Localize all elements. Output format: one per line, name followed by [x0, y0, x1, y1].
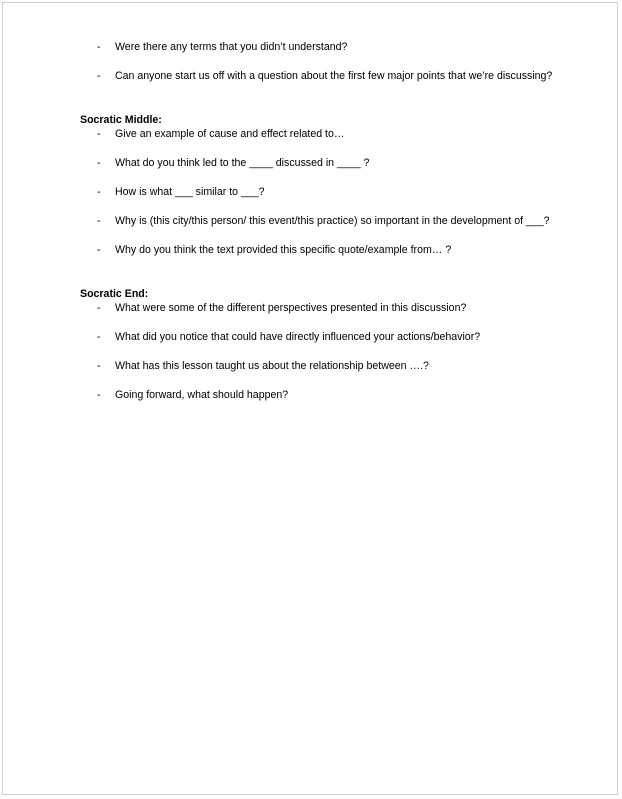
bullet-dash: - — [97, 360, 101, 372]
list-item-text: Give an example of cause and effect related to… — [115, 128, 345, 140]
list-item-text: Can anyone start us off with a question about the first few major points that we’re discussing? — [115, 70, 553, 82]
list-item — [3, 359, 617, 374]
document-page — [2, 2, 618, 795]
bullet-dash: - — [97, 244, 101, 256]
bullet-dash: - — [97, 389, 101, 401]
list-item-text: What were some of the different perspectives presented in this discussion? — [115, 302, 467, 314]
bullet-dash: - — [97, 70, 101, 82]
list-item — [3, 156, 617, 171]
list-item — [3, 301, 617, 316]
list-item-text: Going forward, what should happen? — [115, 389, 289, 401]
socratic-middle-list — [3, 127, 617, 272]
list-item — [3, 185, 617, 200]
list-item — [3, 243, 617, 258]
list-item — [3, 69, 617, 84]
section-heading-socratic-end: Socratic End: — [80, 288, 149, 300]
list-item-text: What has this lesson taught us about the relationship between ….? — [115, 360, 429, 372]
bullet-dash: - — [97, 331, 101, 343]
list-item — [3, 40, 617, 55]
bullet-dash: - — [97, 186, 101, 198]
section-heading-socratic-middle: Socratic Middle: — [80, 114, 162, 126]
list-item — [3, 127, 617, 142]
socratic-end-list — [3, 301, 617, 417]
bullet-dash: - — [97, 302, 101, 314]
bullet-dash: - — [97, 41, 101, 53]
list-item — [3, 388, 617, 403]
bullet-dash: - — [97, 215, 101, 227]
list-item — [3, 214, 617, 229]
bullet-dash: - — [97, 128, 101, 140]
list-item-text: What did you notice that could have directly influenced your actions/behavior? — [115, 331, 481, 343]
list-item-text: Why is (this city/this person/ this event/this practice) so important in the development of ___? — [115, 215, 550, 227]
bullet-dash: - — [97, 157, 101, 169]
list-item-text: How is what ___ similar to ___? — [115, 186, 265, 198]
list-item-text: Were there any terms that you didn’t understand? — [115, 41, 348, 53]
list-item-text: What do you think led to the ____ discussed in ____ ? — [115, 157, 370, 169]
list-item-text: Why do you think the text provided this specific quote/example from… ? — [115, 244, 452, 256]
list-item — [3, 330, 617, 345]
intro-list — [3, 40, 617, 98]
